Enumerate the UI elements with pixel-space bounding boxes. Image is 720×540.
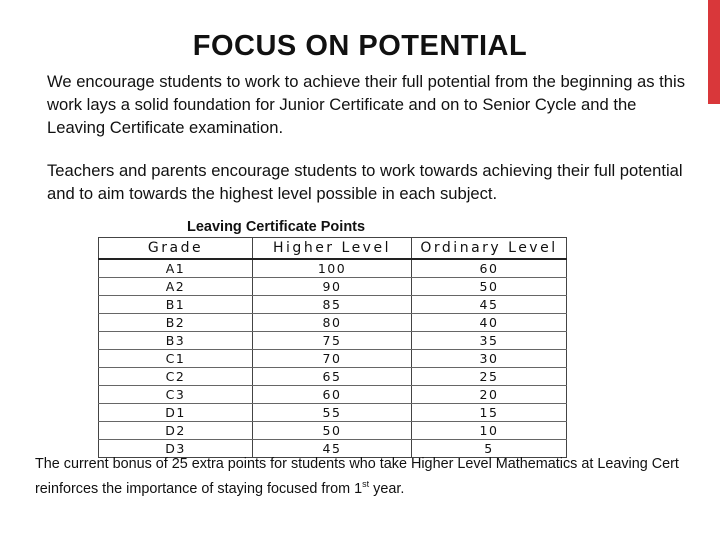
footnote-text: The current bonus of 25 extra points for students who take Higher Level Mathematics at Leaving Cert reinforces the importance of staying focused from 1 [35,456,679,497]
higher-cell: 60 [253,386,412,404]
ordinary-cell: 60 [412,259,567,278]
footnote-text-end: year. [369,480,405,497]
header-higher-level: Higher Level [253,238,412,260]
higher-cell: 90 [253,278,412,296]
table-row [99,332,567,350]
ordinary-cell: 40 [412,314,567,332]
ordinary-cell: 50 [412,278,567,296]
teachers-parents-paragraph: Teachers and parents encourage students to work towards achieving their full potential and to aim towards the highest level possible in each subject. [47,161,683,203]
ordinary-cell: 45 [412,296,567,314]
table-row [99,259,567,278]
page-title: FOCUS ON POTENTIAL [192,30,528,62]
grade-cell: D2 [99,422,253,440]
higher-cell: 100 [253,259,412,278]
higher-cell: 75 [253,332,412,350]
table-header-row [99,238,567,260]
higher-cell: 50 [253,422,412,440]
header-grade: Grade [99,238,253,260]
ordinary-cell: 10 [412,422,567,440]
ordinary-cell: 15 [412,404,567,422]
grade-cell: A2 [99,278,253,296]
grade-cell: B3 [99,332,253,350]
table-caption: Leaving Certificate Points [187,219,366,235]
grade-cell: A1 [99,259,253,278]
table-row [99,350,567,368]
ordinary-cell: 25 [412,368,567,386]
table-row [99,404,567,422]
grade-cell: C2 [99,368,253,386]
intro-paragraph: We encourage students to work to achieve their full potential from the beginning as this work lays a solid foundation for Junior Certificate and on to Senior Cycle and the Leaving Certificate examination. [47,72,686,137]
table-row [99,386,567,404]
table-row [99,314,567,332]
ordinary-cell: 30 [412,350,567,368]
higher-cell: 45 [253,440,412,458]
header-ordinary-level: Ordinary Level [412,238,567,260]
table-row [99,368,567,386]
ordinary-cell: 20 [412,386,567,404]
maths-bonus-footnote [35,455,695,499]
higher-cell: 70 [253,350,412,368]
points-table [98,237,567,458]
grade-cell: D1 [99,404,253,422]
higher-cell: 80 [253,314,412,332]
higher-cell: 65 [253,368,412,386]
grade-cell: D3 [99,440,253,458]
footnote-superscript: st [362,478,370,489]
grade-cell: B2 [99,314,253,332]
higher-cell: 55 [253,404,412,422]
ordinary-cell: 35 [412,332,567,350]
table-row [99,296,567,314]
grade-cell: B1 [99,296,253,314]
grade-cell: C3 [99,386,253,404]
ordinary-cell: 5 [412,440,567,458]
table-row [99,278,567,296]
grade-cell: C1 [99,350,253,368]
table-row [99,422,567,440]
higher-cell: 85 [253,296,412,314]
